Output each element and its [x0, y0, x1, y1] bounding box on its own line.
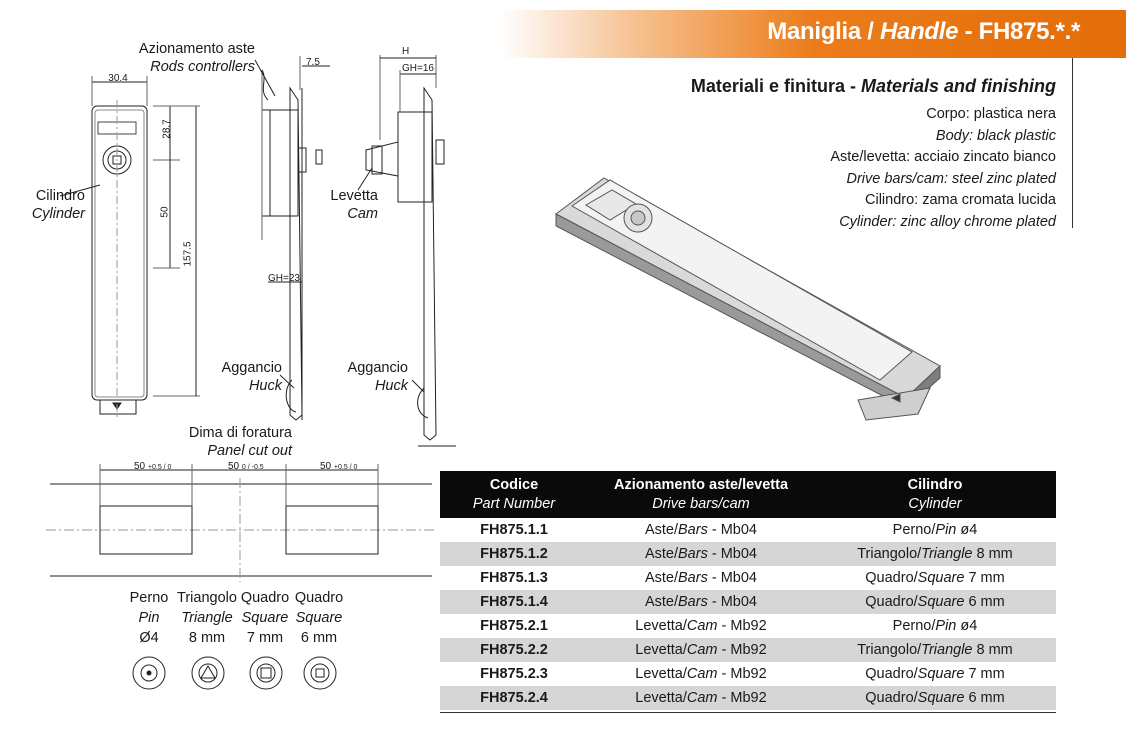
cell-cylinder: Triangolo/Triangle 8 mm — [814, 542, 1056, 566]
dim-7-5: 7.5 — [306, 57, 320, 68]
label-huck-1: Aggancio Huck — [221, 360, 282, 394]
dim-width: 30.4 — [108, 73, 128, 84]
header-cylinder: Cilindro Cylinder — [814, 471, 1056, 518]
table-row — [440, 542, 1056, 566]
cell-code: FH875.2.2 — [440, 638, 588, 662]
label-huck-2: Aggancio Huck — [347, 360, 408, 394]
cell-code: FH875.2.3 — [480, 666, 548, 682]
label-rods: Azionamento aste Rods controllers — [138, 41, 255, 75]
label-cylinder: Cilindro Cylinder — [31, 188, 85, 222]
dim-gh16: GH=16 — [402, 63, 434, 74]
material-line: Corpo: plastica nera — [926, 106, 1056, 122]
table-row — [440, 662, 1056, 686]
label-cutout: Dima di foratura Panel cut out — [188, 425, 292, 459]
cell-drive: Levetta/Cam - Mb92 — [635, 618, 767, 634]
cell-code: FH875.1.3 — [480, 570, 548, 586]
cell-code: FH875.1.2 — [440, 542, 588, 566]
cell-code: FH875.1.4 — [440, 590, 588, 614]
material-line: Aste/levetta: acciaio zincato bianco — [830, 149, 1056, 165]
dim-cut-3: 50 +0.5 / 0 — [320, 461, 358, 472]
dim-gh23: GH=23 — [268, 273, 300, 284]
cell-drive: Aste/Bars - Mb04 — [588, 542, 814, 566]
dim-cut-1: 50 +0.5 / 0 — [134, 461, 172, 472]
material-line: Body: black plastic — [935, 127, 1056, 144]
cylinder-pin: Perno Pin Ø4 — [129, 590, 169, 646]
cell-drive: Levetta/Cam - Mb92 — [588, 686, 814, 710]
cylinder-square-6: Quadro Square 6 mm — [294, 590, 344, 646]
cell-cylinder: Quadro/Square 6 mm — [814, 686, 1056, 710]
dim-157-5: 157.5 — [182, 241, 194, 267]
cell-code: FH875.2.1 — [480, 618, 548, 634]
cylinder-icons — [133, 657, 336, 689]
header-drive: Azionamento aste/levetta Drive bars/cam — [588, 471, 814, 518]
cell-cylinder: Quadro/Square 7 mm — [865, 570, 1005, 586]
cell-drive: Aste/Bars - Mb04 — [588, 590, 814, 614]
header-code: Codice Part Number — [440, 471, 588, 518]
table-bottom-rule — [440, 712, 1056, 713]
dim-h: H — [402, 46, 410, 57]
dim-cut-2: 50 0 / -0.5 — [228, 461, 264, 472]
cell-drive: Levetta/Cam - Mb92 — [588, 638, 814, 662]
table-row — [440, 566, 1056, 590]
table-header-row — [440, 471, 1056, 518]
cell-code: FH875.1.1 — [480, 522, 548, 538]
panel-cutout — [46, 464, 436, 582]
label-cam: Levetta Cam — [330, 188, 378, 222]
parts-table — [440, 471, 1056, 710]
page-title: Maniglia / Handle - FH875.*.* — [767, 18, 1080, 45]
cell-code: FH875.2.4 — [440, 686, 588, 710]
cell-cylinder: Triangolo/Triangle 8 mm — [814, 638, 1056, 662]
cell-drive: Levetta/Cam - Mb92 — [635, 666, 767, 682]
handle-3d-render — [556, 178, 940, 420]
table-row — [440, 638, 1056, 662]
dim-50: 50 — [159, 206, 171, 218]
cell-drive: Aste/Bars - Mb04 — [644, 570, 758, 586]
material-line: Cylinder: zinc alloy chrome plated — [839, 213, 1056, 230]
cell-cylinder: Perno/Pin ø4 — [892, 522, 978, 538]
table-row — [440, 518, 1056, 542]
material-line: Drive bars/cam: steel zinc plated — [846, 170, 1056, 187]
materials-heading: Materiali e finitura - Materials and finishing — [690, 76, 1056, 96]
material-line: Cilindro: zama cromata lucida — [865, 192, 1056, 208]
table-row — [440, 686, 1056, 710]
dim-28-7: 28.7 — [161, 119, 173, 139]
cell-cylinder: Quadro/Square 7 mm — [865, 666, 1005, 682]
cylinder-square-7: Quadro Square 7 mm — [240, 590, 290, 646]
cylinder-triangle: Triangolo Triangle 8 mm — [177, 590, 237, 646]
cell-cylinder: Perno/Pin ø4 — [892, 618, 978, 634]
table-row — [440, 590, 1056, 614]
cell-drive: Aste/Bars - Mb04 — [644, 522, 758, 538]
cell-cylinder: Quadro/Square 6 mm — [814, 590, 1056, 614]
table-row — [440, 614, 1056, 638]
